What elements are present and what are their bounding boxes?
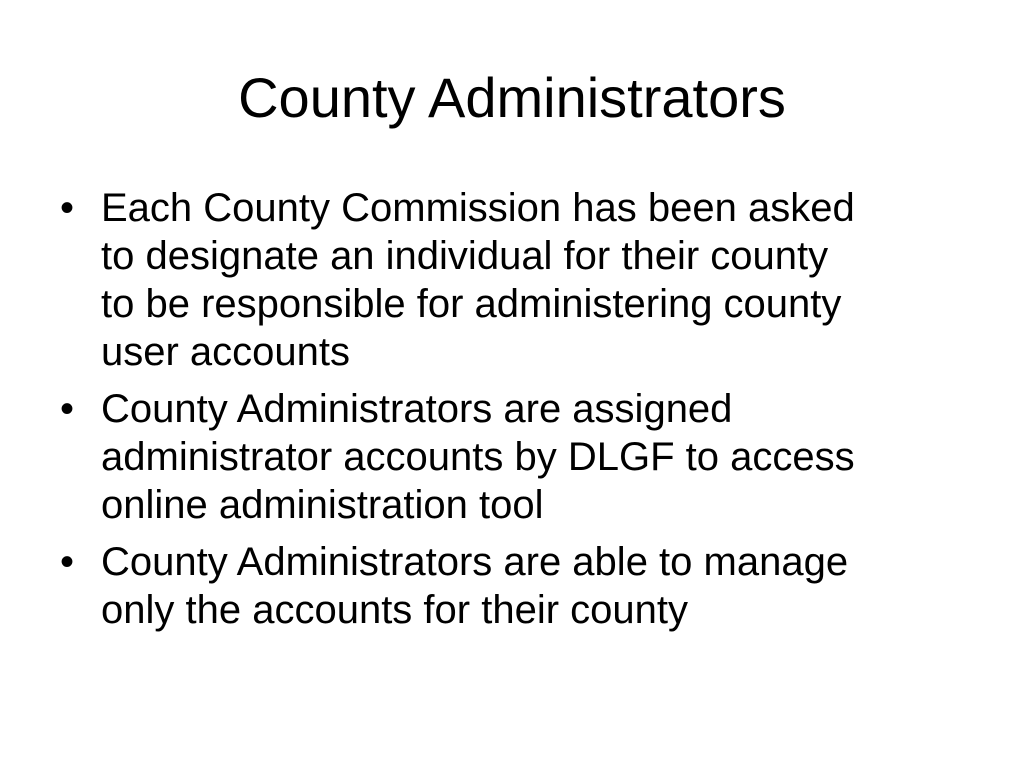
bullet-item [60,385,980,529]
bullet-text-line: County Administrators are assigned [101,387,733,431]
bullet-text-line: Each County Commission has been asked [101,186,855,230]
bullet-text-line: County Administrators are able to manage [101,540,849,584]
bullet-item [60,538,980,634]
slide-title: County Administrators [238,66,786,129]
bullet-text-line: only the accounts for their county [101,588,688,632]
bullet-text-line: administrator accounts by DLGF to access [101,435,855,479]
bullet-text-line: user accounts [101,330,351,374]
bullet-dot-icon: • [60,387,75,431]
bullet-dot-icon: • [60,186,75,230]
bullet-text-line: to be responsible for administering county [101,282,842,326]
bullet-text-line: online administration tool [101,483,544,527]
bullet-text-line: to designate an individual for their county [101,234,829,278]
bullet-list [60,184,980,643]
bullet-dot-icon: • [60,540,75,584]
bullet-item [60,184,980,376]
